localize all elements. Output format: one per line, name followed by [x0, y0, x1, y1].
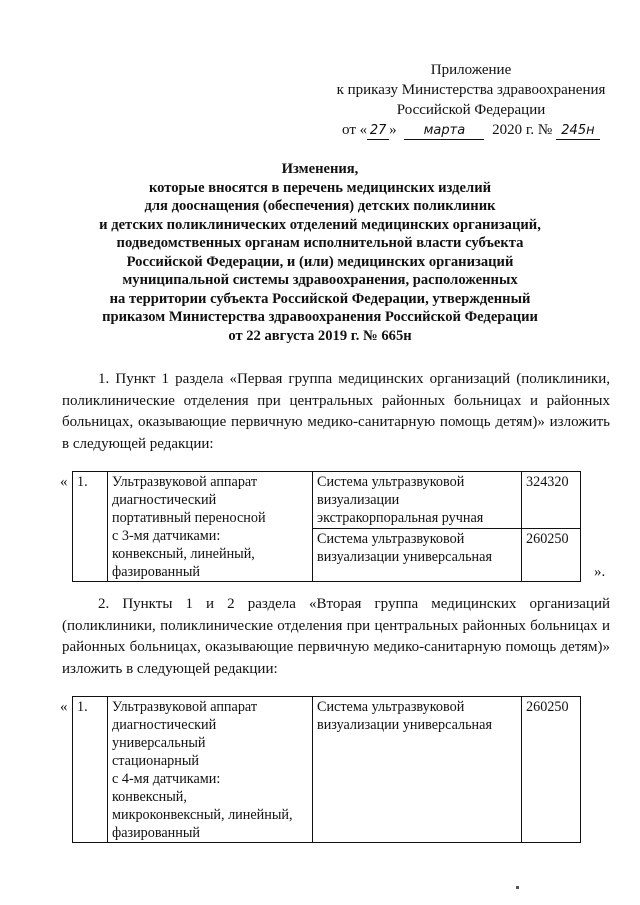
date-day-handwritten: 27	[367, 123, 389, 140]
item-name: Ультразвуковой аппарат диагностический универсальный стационарный с 4-мя датчиками: конвексный, микроконвексный, линейный, фазированный	[108, 697, 313, 843]
title-line: Изменения,	[281, 161, 359, 177]
appendix-country: Российской Федерации	[396, 102, 546, 118]
title-line: для дооснащения (обеспечения) детских поликлиник	[144, 198, 496, 214]
item-number: 1.	[73, 472, 108, 582]
item-price: 260250	[522, 697, 581, 843]
table-row	[73, 697, 581, 843]
appendix-dateline	[330, 120, 612, 140]
date-month-handwritten: марта	[404, 123, 484, 140]
item-system: Система ультразвуковой визуализации экстракорпоральная ручная	[313, 472, 522, 529]
title-line: и детских поликлинических отделений медицинских организаций,	[99, 216, 541, 233]
title-line: подведомственных органам исполнительной власти субъекта	[116, 235, 524, 251]
table2-open-quote: «	[60, 699, 68, 715]
title-line: от 22 августа 2019 г. № 665н	[228, 327, 412, 344]
title-line: которые вносятся в перечень медицинских изделий	[148, 179, 492, 196]
table-2	[72, 696, 581, 843]
item-price: 260250	[522, 529, 581, 582]
item-system: Система ультразвуковой визуализации универсальная	[313, 529, 522, 582]
date-mid: »	[389, 122, 397, 138]
paragraph-1-text: 1. Пункт 1 раздела «Первая группа медицинских организаций (поликлиники, поликлинические отделения при центральных районных больницах и районных больницах, оказывающие первичную медико-санитарную помощь детям)» изложить в следующей редакции:	[62, 371, 610, 452]
paragraph-2-text: 2. Пункты 1 и 2 раздела «Вторая группа медицинских организаций (поликлиники, поликлинические отделения при центральных районных больницах и районных больницах, оказывающие первичную медико-санитарную помощь детям)» изложить в следующей редакции:	[62, 596, 610, 677]
title-line: приказом Министерства здравоохранения Российской Федерации	[102, 309, 538, 325]
item-name: Ультразвуковой аппарат диагностический портативный переносной с 3-мя датчиками: конвексный, линейный, фазированный	[108, 472, 313, 582]
document-title	[60, 160, 580, 345]
paragraph-2	[62, 594, 610, 680]
title-line: на территории субъекта Российской Федерации, утвержденный	[109, 290, 531, 307]
appendix-header	[330, 60, 612, 140]
table-row	[73, 472, 581, 529]
order-number-handwritten: 245н	[556, 123, 600, 140]
table1-open-quote: «	[60, 474, 68, 490]
paragraph-1	[62, 369, 610, 455]
table1-close-quote: ».	[594, 564, 606, 580]
appendix-order-ref: к приказу Министерства здравоохранения	[336, 82, 606, 98]
item-system: Система ультразвуковой визуализации универсальная	[313, 697, 522, 843]
table-1	[72, 471, 581, 582]
title-line: Российской Федерации, и (или) медицинских организаций	[126, 253, 514, 270]
scan-mark	[516, 886, 519, 889]
date-year: 2020 г. №	[492, 122, 553, 138]
item-number: 1.	[73, 697, 108, 843]
title-line: муниципальной системы здравоохранения, расположенных	[122, 272, 518, 288]
date-prefix: от «	[342, 122, 368, 138]
appendix-title: Приложение	[430, 62, 512, 78]
item-price: 324320	[522, 472, 581, 529]
